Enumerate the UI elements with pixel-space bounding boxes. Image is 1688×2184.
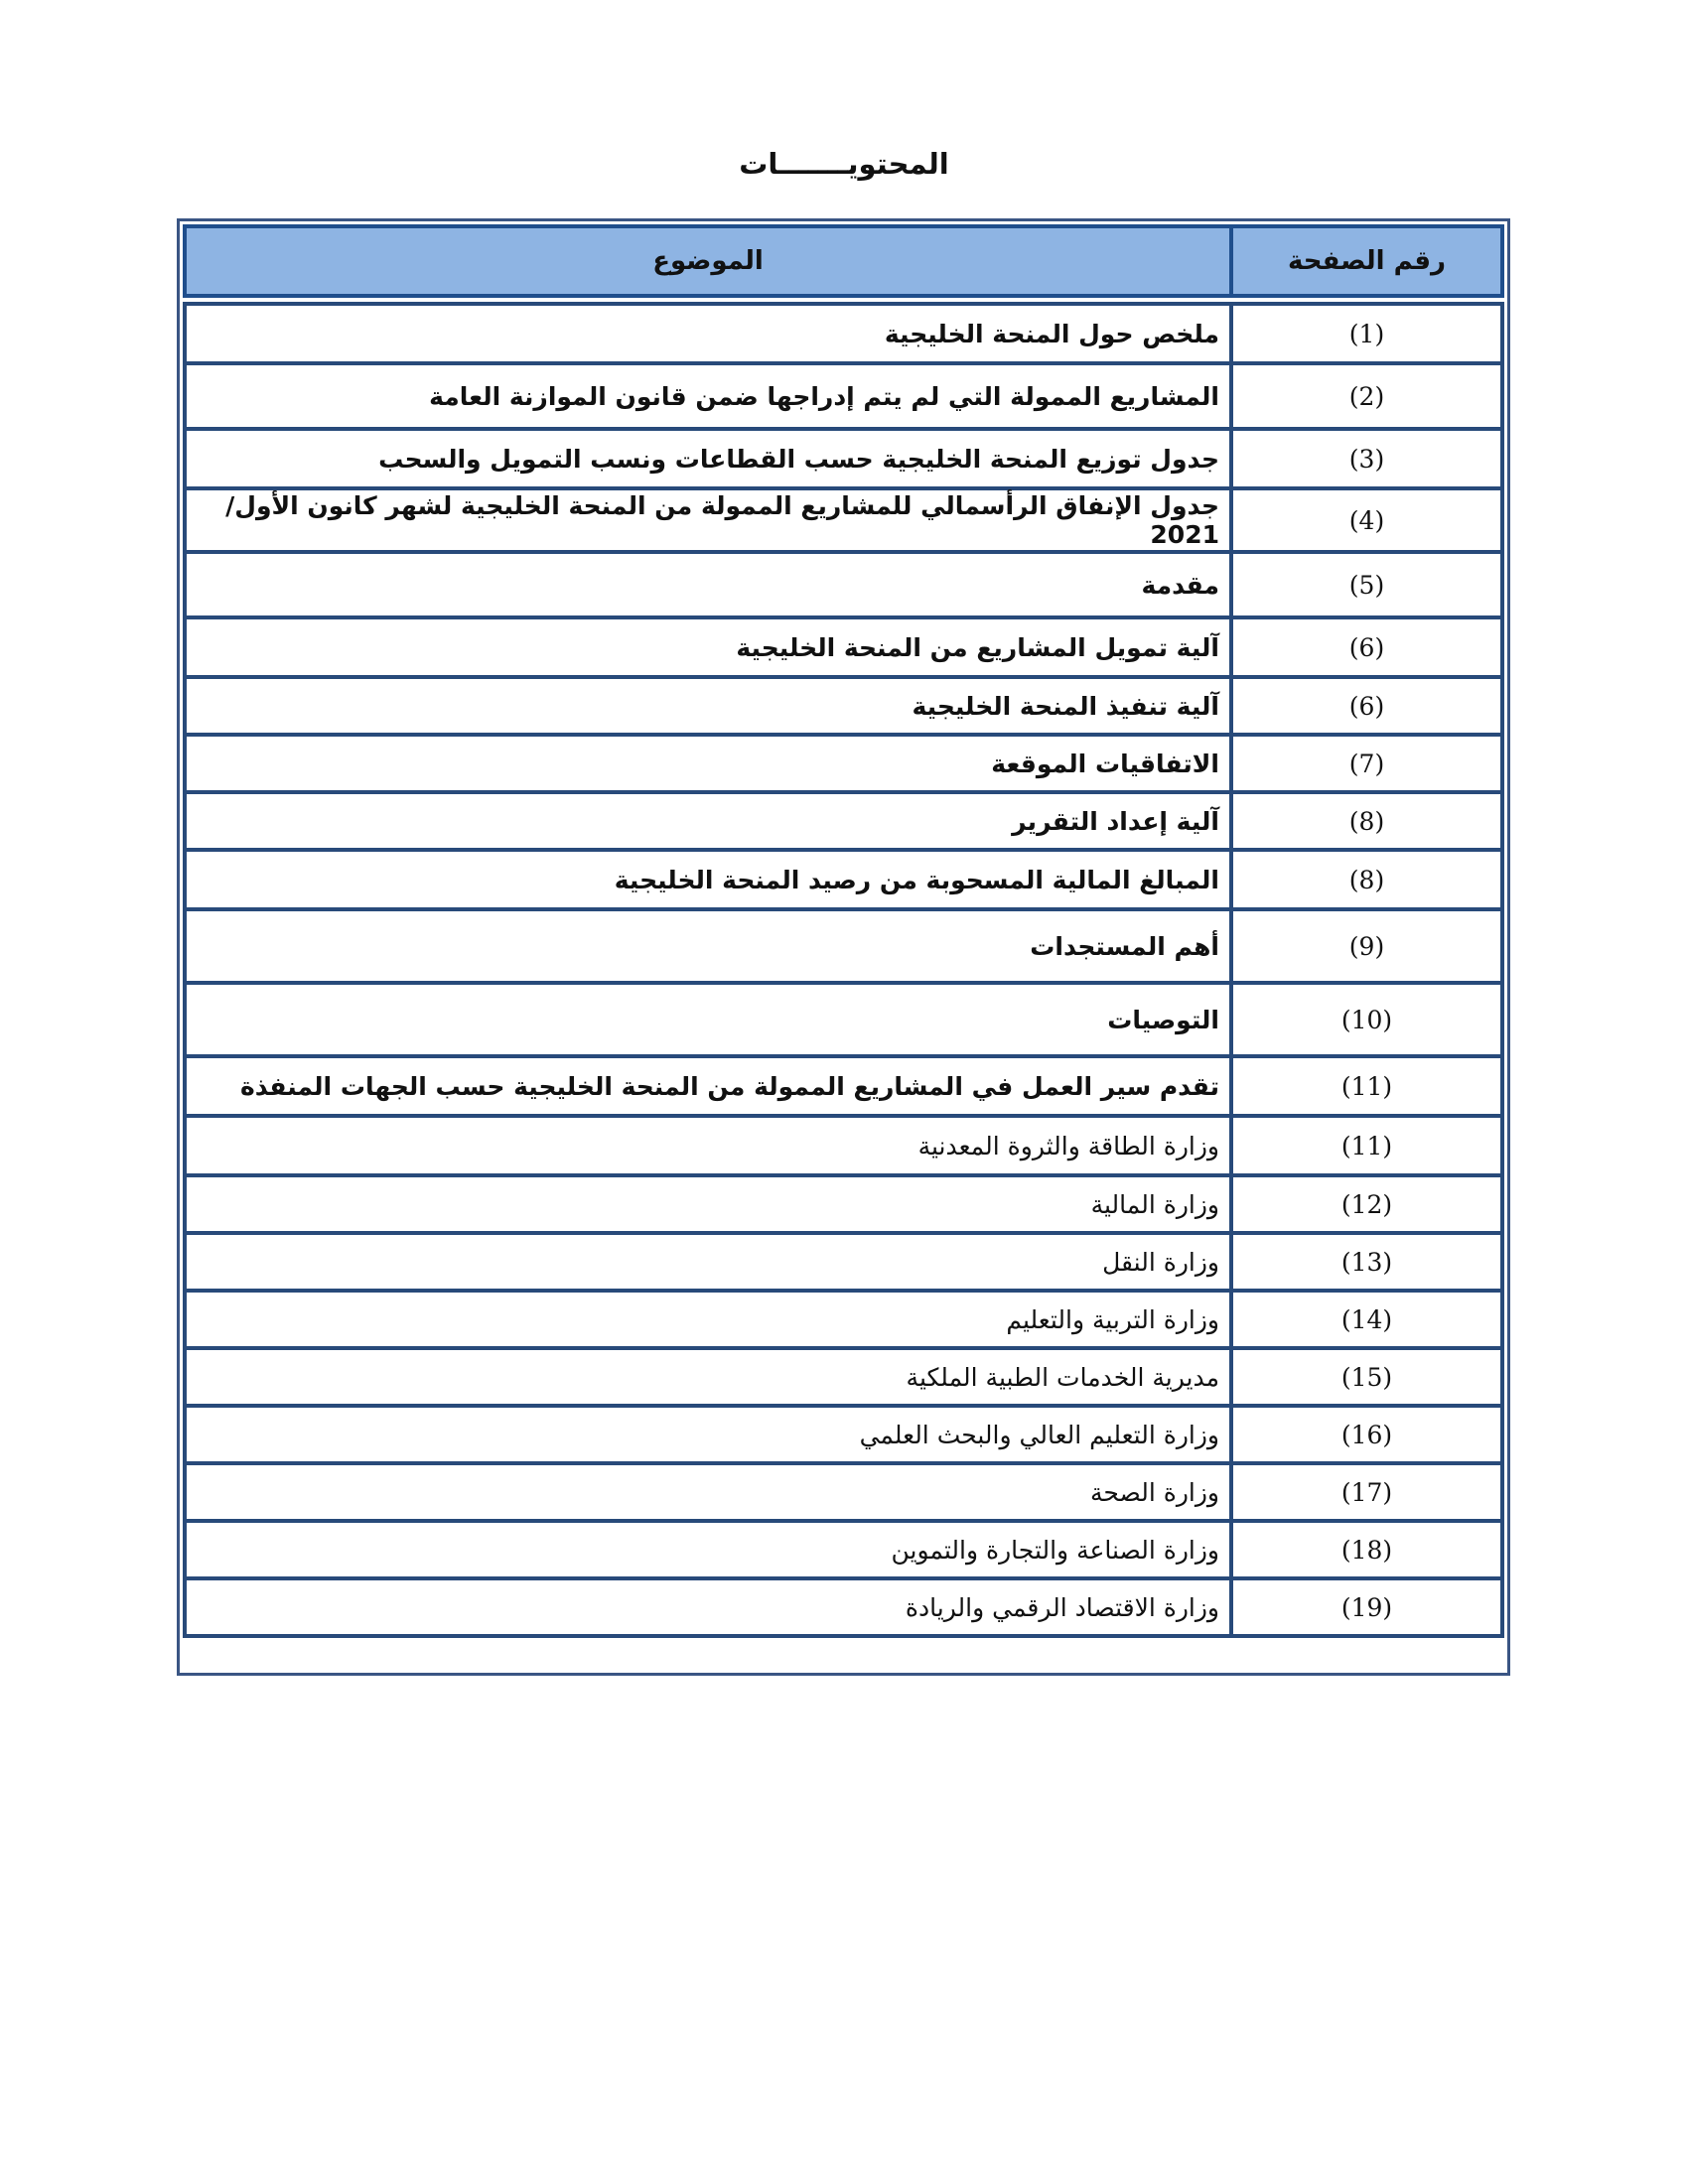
subject-cell: آلية إعداد التقرير [185,792,1231,850]
header-spacer [185,296,1502,304]
table-row [185,552,1502,617]
subject-cell: جدول توزيع المنحة الخليجية حسب القطاعات ونسب التمويل والسحب [185,429,1231,488]
page-number-cell: (3) [1231,429,1502,488]
subject-cell: وزارة الصحة [185,1463,1231,1521]
subject-cell: آلية تنفيذ المنحة الخليجية [185,677,1231,735]
page-number-cell: (7) [1231,735,1502,792]
subject-cell: وزارة التعليم العالي والبحث العلمي [185,1406,1231,1463]
page-number-cell: (5) [1231,552,1502,617]
subject-cell: وزارة المالية [185,1175,1231,1233]
page-number-cell: (11) [1231,1056,1502,1116]
subject-cell: وزارة الاقتصاد الرقمي والريادة [185,1578,1231,1636]
table-row [185,792,1502,850]
table-row [185,304,1502,363]
table-body [185,296,1502,1636]
header-subject: الموضوع [185,226,1231,296]
page-number-cell: (14) [1231,1291,1502,1348]
table-row [185,1463,1502,1521]
page-title: المحتويـــــــات [739,147,949,181]
subject-cell: وزارة النقل [185,1233,1231,1291]
page-number-cell: (12) [1231,1175,1502,1233]
contents-table [183,224,1504,1638]
subject-cell: مقدمة [185,552,1231,617]
subject-cell: التوصيات [185,983,1231,1056]
table-row [185,677,1502,735]
page-number-cell: (11) [1231,1116,1502,1175]
page-number-cell: (6) [1231,677,1502,735]
header-page-number: رقم الصفحة [1231,226,1502,296]
table-row [185,1291,1502,1348]
subject-cell: وزارة الطاقة والثروة المعدنية [185,1116,1231,1175]
subject-cell: المبالغ المالية المسحوبة من رصيد المنحة الخليجية [185,850,1231,909]
page-number-cell: (6) [1231,617,1502,677]
page-number-cell: (15) [1231,1348,1502,1406]
page-number-cell: (1) [1231,304,1502,363]
subject-cell: آلية تمويل المشاريع من المنحة الخليجية [185,617,1231,677]
table-header-row [185,226,1502,296]
subject-cell: أهم المستجدات [185,909,1231,983]
subject-cell: الاتفاقيات الموقعة [185,735,1231,792]
table-row [185,617,1502,677]
table-row [185,1348,1502,1406]
page-number-cell: (2) [1231,363,1502,429]
spacer-cell [185,296,1502,304]
page-number-cell: (8) [1231,792,1502,850]
page-number-cell: (19) [1231,1578,1502,1636]
table-row [185,983,1502,1056]
subject-cell: وزارة الصناعة والتجارة والتموين [185,1521,1231,1578]
table-row [185,429,1502,488]
table-row [185,850,1502,909]
table-row [185,909,1502,983]
table-row [185,1406,1502,1463]
page-number-cell: (8) [1231,850,1502,909]
subject-cell: جدول الإنفاق الرأسمالي للمشاريع الممولة من المنحة الخليجية لشهر كانون الأول/ 2021 [185,488,1231,552]
subject-cell: وزارة التربية والتعليم [185,1291,1231,1348]
table-row [185,1233,1502,1291]
page-number-cell: (18) [1231,1521,1502,1578]
page-number-cell: (4) [1231,488,1502,552]
table-row [185,1056,1502,1116]
subject-cell: تقدم سير العمل في المشاريع الممولة من المنحة الخليجية حسب الجهات المنفذة [185,1056,1231,1116]
contents-table-frame [177,218,1510,1676]
table-row [185,1578,1502,1636]
page-number-cell: (10) [1231,983,1502,1056]
table-row [185,1521,1502,1578]
page-number-cell: (13) [1231,1233,1502,1291]
table-row [185,1175,1502,1233]
subject-cell: مديرية الخدمات الطبية الملكية [185,1348,1231,1406]
page-number-cell: (9) [1231,909,1502,983]
table-row [185,488,1502,552]
table-row [185,735,1502,792]
page-number-cell: (16) [1231,1406,1502,1463]
subject-cell: ملخص حول المنحة الخليجية [185,304,1231,363]
table-row [185,363,1502,429]
subject-cell: المشاريع الممولة التي لم يتم إدراجها ضمن قانون الموازنة العامة [185,363,1231,429]
table-row [185,1116,1502,1175]
page-number-cell: (17) [1231,1463,1502,1521]
